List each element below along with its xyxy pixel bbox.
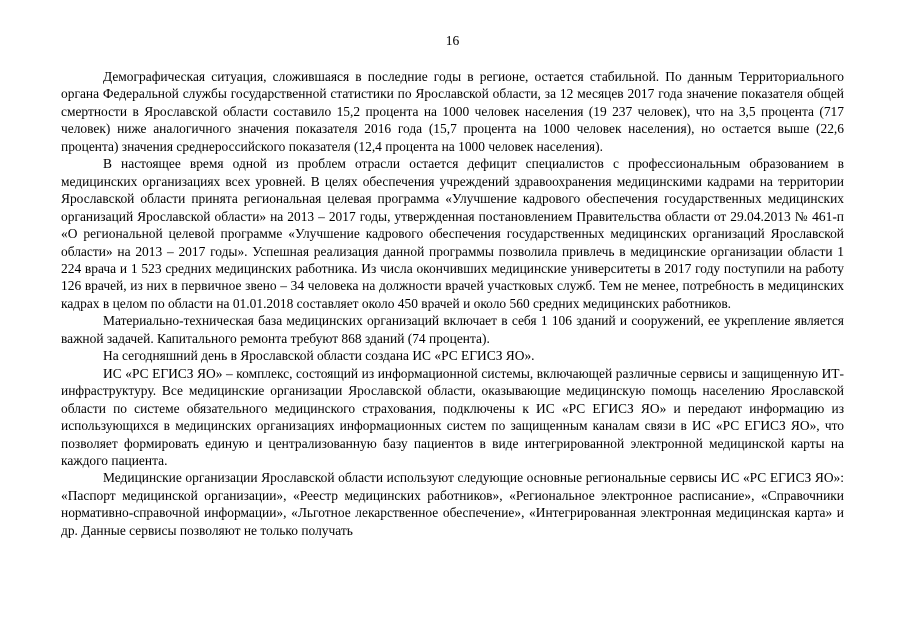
document-body — [61, 68, 844, 539]
paragraph-egisz-description: ИС «РС ЕГИСЗ ЯО» – комплекс, состоящий из информационной системы, включающей различные сервисы и защищенную ИТ-инфраструктуру. Все медицинские организации Ярославской области, оказывающие медицинскую помощь населению Ярославской области по системе обязательного медицинского страхования, подключены к ИС «РС ЕГИСЗ ЯО» и передают информацию из использующихся в медицинских организациях информационных систем по защищенным каналам связи в ИС «РС ЕГИСЗ ЯО», что позволяет формировать единую и централизованную базу пациентов в виде интегрированной электронной медицинской карты на каждого пациента. — [61, 365, 844, 468]
paragraph-demographics: Демографическая ситуация, сложившаяся в последние годы в регионе, остается стабильной. По данным Территориального органа Федеральной службы государственной статистики по Ярославской области, за 12 месяцев 2017 года значение показателя общей смертности в Ярославской области составило 15,2 процента на 1000 человек населения (19 237 человек), что на 3,5 процента (717 человек) ниже аналогичного значения показателя 2016 года (15,7 процента на 1000 человек населения), но остается выше (22,6 процента) значения среднероссийского показателя (12,4 процента на 1000 человек населения). — [61, 69, 844, 154]
paragraph-regional-services: Медицинские организации Ярославской области используют следующие основные региональные сервисы ИС «РС ЕГИСЗ ЯО»: «Паспорт медицинской организации», «Реестр медицинских работников», «Региональное электронное расписание», «Справочники нормативно-справочной информации», «Льготное лекарственное обеспечение», «Интегрированная электронная медицинская карта» и др. Данные сервисы позволяют не только получать — [61, 470, 844, 538]
paragraph-egisz-created: На сегодняшний день в Ярославской области создана ИС «РС ЕГИСЗ ЯО». — [103, 348, 535, 364]
paragraph-staffing: В настоящее время одной из проблем отрасли остается дефицит специалистов с профессиональным образованием в медицинских организациях всех уровней. В целях обеспечения учреждений здравоохранения медицинскими кадрами на территории Ярославской области принята региональная целевая программа «Улучшение кадрового обеспечения государственных медицинских организаций Ярославской области» на 2013 – 2017 годы, утвержденная постановлением Правительства области от 29.04.2013 № 461-п «О региональной целевой программе «Улучшение кадрового обеспечения государственных медицинских организаций Ярославской области» на 2013 – 2017 годы». Успешная реализация данной программы позволила привлечь в медицинские организации области 1 224 врача и 1 523 средних медицинских работника. Из числа окончивших медицинские университеты в 2017 году поступили на работу 126 врачей, из них в первичное звено – 34 человека на должности врачей участковых служб. Тем не менее, потребность в медицинских кадрах в целом по области на 01.01.2018 составляет около 450 врачей и около 560 средних медицинских работников. — [61, 156, 844, 311]
paragraph-infrastructure: Материально-техническая база медицинских организаций включает в себя 1 106 зданий и сооружений, ее укрепление является важной задачей. Капитального ремонта требуют 868 зданий (74 процента). — [61, 313, 844, 346]
page-number: 16 — [445, 33, 460, 48]
